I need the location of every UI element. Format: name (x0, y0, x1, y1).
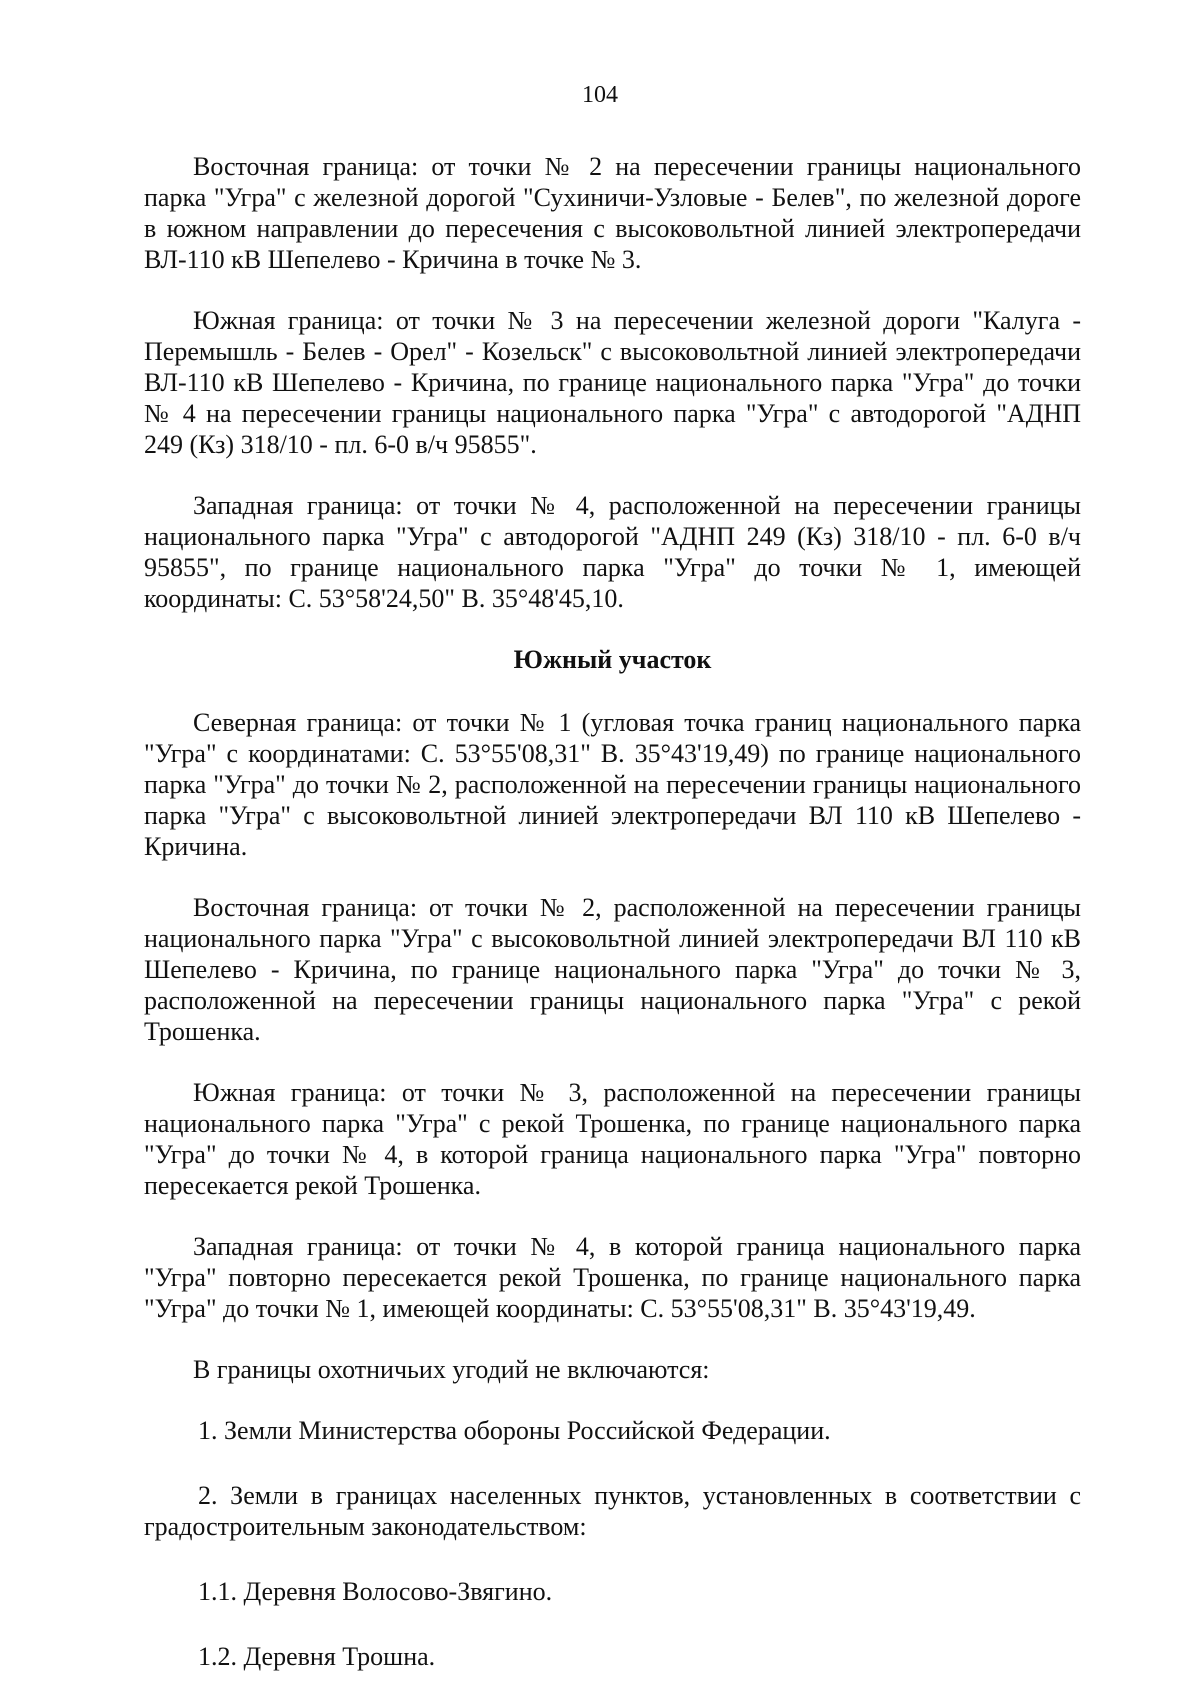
page-number: 104 (582, 82, 618, 108)
document-body (144, 151, 1081, 1706)
list-item-troshna: 1.2. Деревня Трошна. (198, 1642, 436, 1671)
paragraph-exclusions-intro: В границы охотничьих угодий не включаются: (193, 1355, 710, 1384)
paragraph-southern-border-south: Южная граница: от точки № 3, расположенной на пересечении границы национального парка "Угра" с рекой Трошенка, по границе национального парка "Угра" до точки № 4, в которой граница национального парка "Угра" повторно пересекается рекой Трошенка. (144, 1078, 1081, 1200)
section-heading-southern-section: Южный участок (513, 645, 712, 674)
paragraph-northern-border-south: Северная граница: от точки № 1 (угловая точка границ национального парка "Угра" с координатами: С. 53°55'08,31" В. 35°43'19,49) по границе национального парка "Угра" до точки № 2, расположенной на пересечении границы национального парка "Угра" с высоковольтной линией электропередачи ВЛ 110 кВ Шепелево - Кричина. (144, 708, 1081, 861)
paragraph-western-border-south: Западная граница: от точки № 4, в которой граница национального парка "Угра" повторно пересекается рекой Трошенка, по границе национального парка "Угра" до точки № 1, имеющей координаты: С. 53°55'08,31" В. 35°43'19,49. (144, 1232, 1081, 1323)
paragraph-southern-border-north: Южная граница: от точки № 3 на пересечении железной дороги "Калуга - Перемышль - Белев - Орел" - Козельск" с высоковольтной линией электропередачи ВЛ-110 кВ Шепелево - Кричина, по границе национального парка "Угра" до точки № 4 на пересечении границы национального парка "Угра" с автодорогой "АДНП 249 (Кз) 318/10 - пл. 6-0 в/ч 95855". (144, 306, 1081, 459)
paragraph-eastern-border-south: Восточная граница: от точки № 2, расположенной на пересечении границы национального парка "Угра" с высоковольтной линией электропередачи ВЛ 110 кВ Шепелево - Кричина, по границе национального парка "Угра" до точки № 3, расположенной на пересечении границы национального парка "Угра" с рекой Трошенка. (144, 893, 1081, 1046)
list-item-settlement-lands: 2. Земли в границах населенных пунктов, установленных в соответствии с градостроительным законодательством: (144, 1481, 1081, 1541)
list-item-volosovo-zvyagino: 1.1. Деревня Волосово-Звягино. (198, 1577, 553, 1606)
paragraph-eastern-border-north: Восточная граница: от точки № 2 на пересечении границы национального парка "Угра" с железной дорогой "Сухиничи-Узловые - Белев", по железной дороге в южном направлении до пересечения с высоковольтной линией электропередачи ВЛ-110 кВ Шепелево - Кричина в точке № 3. (144, 152, 1081, 274)
paragraph-western-border-north: Западная граница: от точки № 4, расположенной на пересечении границы национального парка "Угра" с автодорогой "АДНП 249 (Кз) 318/10 - пл. 6-0 в/ч 95855", по границе национального парка "Угра" до точки № 1, имеющей координаты: С. 53°58'24,50" В. 35°48'45,10. (144, 491, 1081, 613)
list-item-defense-lands: 1. Земли Министерства обороны Российской Федерации. (198, 1416, 831, 1445)
